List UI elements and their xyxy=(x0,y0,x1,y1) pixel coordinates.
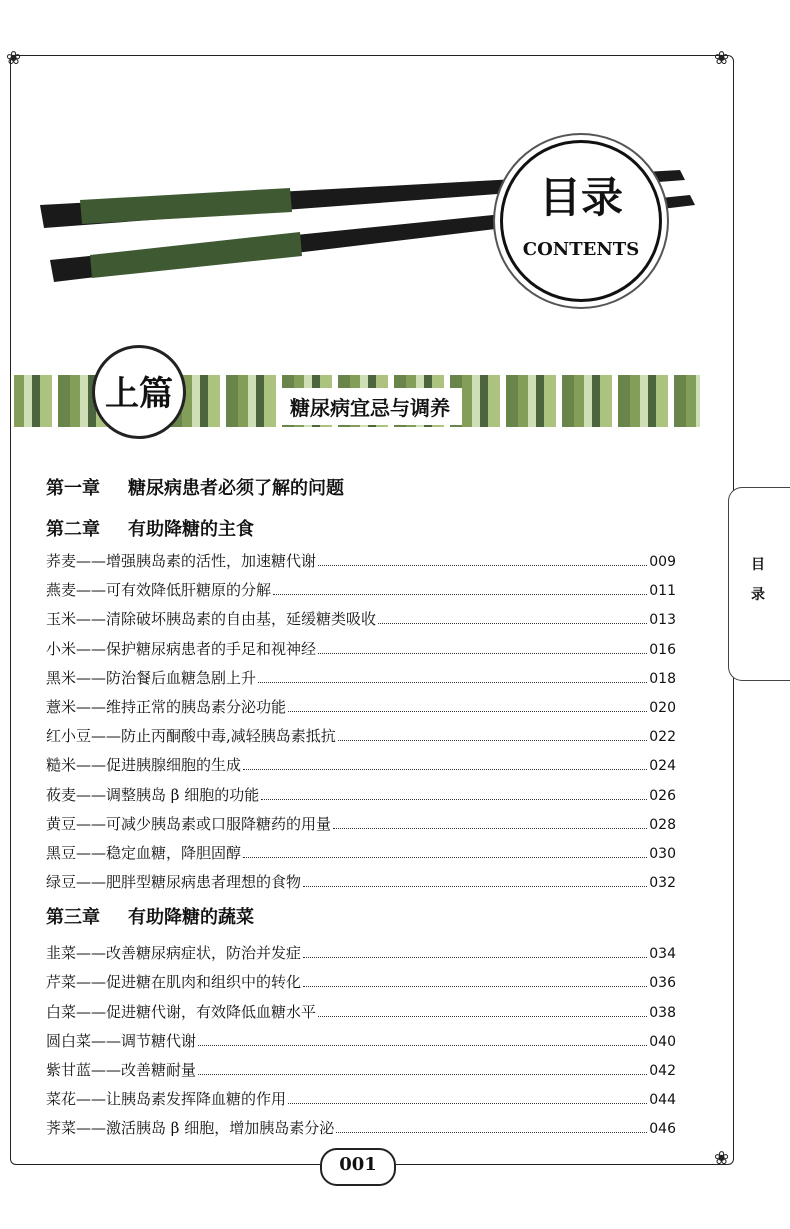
toc-entry[interactable] xyxy=(46,810,676,839)
entry-title: 黑米——防治餐后血糖急剧上升 xyxy=(46,668,257,687)
toc-entry[interactable] xyxy=(46,1027,676,1056)
toc-entry[interactable] xyxy=(46,1085,676,1114)
chapter-number: 第一章 xyxy=(46,478,100,499)
dot-leader xyxy=(303,886,647,887)
entry-page: 046 xyxy=(649,1121,676,1138)
dot-leader xyxy=(288,711,647,712)
dot-leader xyxy=(318,1016,647,1017)
dot-leader xyxy=(303,957,647,958)
dot-leader xyxy=(318,653,647,654)
entry-title: 菜花——让胰岛素发挥降血糖的作用 xyxy=(46,1090,287,1109)
toc-entry[interactable] xyxy=(46,781,676,810)
corner-ornament-icon: ❀ xyxy=(714,1148,730,1169)
toc-entry[interactable] xyxy=(46,868,676,897)
toc-list xyxy=(46,472,676,1144)
dot-leader xyxy=(378,623,647,624)
entry-title: 紫甘蓝——改善糖耐量 xyxy=(46,1061,197,1079)
toc-entry[interactable] xyxy=(46,576,676,605)
entry-title: 荞麦——增强胰岛素的活性，加速糖代谢 xyxy=(46,552,317,570)
toc-entry[interactable] xyxy=(46,635,676,664)
corner-ornament-icon: ❀ xyxy=(6,48,22,69)
chapter-number: 第三章 xyxy=(46,907,100,929)
entry-title: 薏米——维持正常的胰岛素分泌功能 xyxy=(46,697,287,716)
entry-title: 小米——保护糖尿病患者的手足和视神经 xyxy=(46,639,317,658)
dot-leader xyxy=(198,1045,647,1046)
entry-page: 030 xyxy=(649,845,676,862)
dot-leader xyxy=(261,799,647,800)
entry-title: 白菜——促进糖代谢，有效降低血糖水平 xyxy=(46,1002,317,1021)
dot-leader xyxy=(333,828,647,829)
corner-ornament-icon: ❀ xyxy=(714,48,730,69)
chapter-number: 第二章 xyxy=(46,519,100,540)
entry-title: 芹菜——促进糖在肌肉和组织中的转化 xyxy=(46,973,302,992)
toc-entry[interactable] xyxy=(46,1056,676,1085)
entry-page: 040 xyxy=(649,1033,676,1050)
side-tab-char: 目 xyxy=(751,557,765,573)
entry-page: 009 xyxy=(649,554,676,570)
entry-title: 荠菜——激活胰岛 β 细胞，增加胰岛素分泌 xyxy=(46,1119,335,1138)
entry-title: 燕麦——可有效降低肝糖原的分解 xyxy=(46,581,272,600)
dot-leader xyxy=(318,565,647,566)
entry-title: 绿豆——肥胖型糖尿病患者理想的食物 xyxy=(46,873,302,892)
entry-title: 黄豆——可减少胰岛素或口服降糖药的用量 xyxy=(46,814,332,833)
entry-page: 042 xyxy=(649,1063,676,1079)
part-title: 糖尿病宜忌与调养 xyxy=(278,388,462,425)
chapter-title: 有助降糖的主食 xyxy=(128,519,254,540)
contents-emblem xyxy=(500,140,662,302)
entry-title: 红小豆——防止丙酮酸中毒,减轻胰岛素抵抗 xyxy=(46,727,336,746)
chapter-heading[interactable] xyxy=(46,513,676,547)
entry-page: 020 xyxy=(649,699,676,716)
part-label: 上篇 xyxy=(105,374,173,414)
toc-entry[interactable] xyxy=(46,664,676,693)
toc-entry[interactable] xyxy=(46,547,676,576)
entry-page: 034 xyxy=(649,946,676,963)
entry-page: 036 xyxy=(649,975,676,992)
toc-title: 目录 xyxy=(538,173,623,222)
toc-subtitle: CONTENTS xyxy=(522,239,640,260)
entry-page: 016 xyxy=(649,641,676,658)
entry-page: 022 xyxy=(649,729,676,746)
dot-leader xyxy=(288,1103,647,1104)
entry-page: 011 xyxy=(649,583,676,600)
dot-leader xyxy=(338,740,647,741)
chapter-title: 有助降糖的蔬菜 xyxy=(128,907,254,929)
dot-leader xyxy=(198,1074,647,1075)
entry-page: 026 xyxy=(649,787,676,804)
toc-entry[interactable] xyxy=(46,693,676,722)
toc-entry[interactable] xyxy=(46,751,676,780)
part-badge xyxy=(92,345,186,439)
entry-page: 018 xyxy=(649,670,676,687)
dot-leader xyxy=(273,594,647,595)
entry-title: 圆白菜——调节糖代谢 xyxy=(46,1031,197,1050)
side-tab xyxy=(728,487,790,681)
toc-entry[interactable] xyxy=(46,1114,676,1143)
page-number: 001 xyxy=(320,1148,396,1186)
entry-page: 044 xyxy=(649,1092,676,1109)
toc-entry[interactable] xyxy=(46,998,676,1027)
toc-entry[interactable] xyxy=(46,939,676,968)
entry-page: 013 xyxy=(649,612,676,629)
entry-title: 韭菜——改善糖尿病症状，防治并发症 xyxy=(46,944,302,963)
entry-title: 糙米——促进胰腺细胞的生成 xyxy=(46,756,242,775)
entry-title: 玉米——清除破坏胰岛素的自由基，延缓糖类吸收 xyxy=(46,610,377,629)
chapter-heading[interactable] xyxy=(46,901,676,935)
toc-entry[interactable] xyxy=(46,968,676,997)
entry-page: 024 xyxy=(649,758,676,775)
entry-page: 038 xyxy=(649,1004,676,1021)
chapter-title: 糖尿病患者必须了解的问题 xyxy=(128,478,344,499)
dot-leader xyxy=(336,1132,647,1133)
entry-title: 莜麦——调整胰岛 β 细胞的功能 xyxy=(46,785,260,804)
toc-entry[interactable] xyxy=(46,722,676,751)
dot-leader xyxy=(258,682,647,683)
entry-page: 032 xyxy=(649,875,676,892)
entry-title: 黑豆——稳定血糖，降胆固醇 xyxy=(46,843,242,862)
entry-page: 028 xyxy=(649,816,676,833)
side-tab-char: 录 xyxy=(751,587,765,603)
toc-entry[interactable] xyxy=(46,839,676,868)
dot-leader xyxy=(303,986,647,987)
chapter-heading[interactable] xyxy=(46,472,676,506)
dot-leader xyxy=(243,769,647,770)
toc-entry[interactable] xyxy=(46,605,676,634)
dot-leader xyxy=(243,857,647,858)
